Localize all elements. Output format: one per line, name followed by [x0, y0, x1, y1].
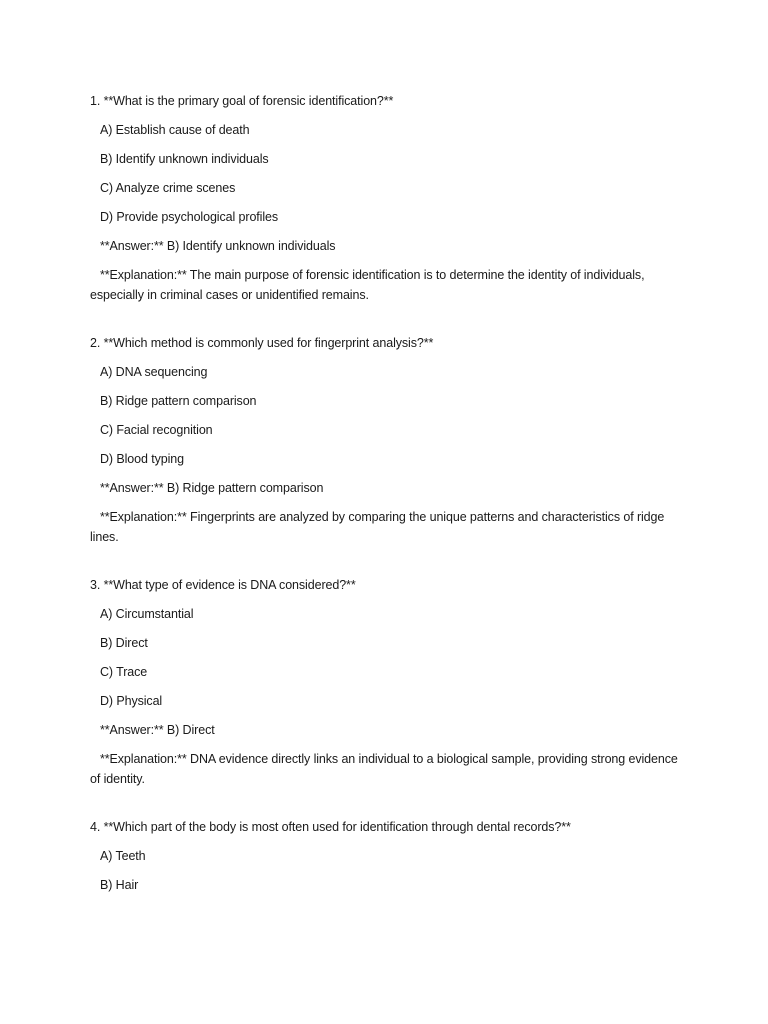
answer-text: **Answer:** B) Direct: [100, 723, 215, 737]
option-a: A) DNA sequencing: [100, 365, 208, 379]
answer-text: **Answer:** B) Identify unknown individuals: [100, 239, 336, 253]
option-b: B) Identify unknown individuals: [100, 152, 269, 166]
answer-text: **Answer:** B) Ridge pattern comparison: [100, 481, 324, 495]
option-c: C) Analyze crime scenes: [100, 181, 236, 195]
question-1: [90, 92, 680, 305]
option-a: A) Teeth: [100, 849, 146, 863]
option-b: B) Ridge pattern comparison: [100, 394, 257, 408]
option-b: B) Direct: [100, 636, 148, 650]
question-text: 4. **Which part of the body is most often used for identification through dental records?**: [90, 820, 571, 834]
question-text: 1. **What is the primary goal of forensic identification?**: [90, 94, 394, 108]
option-c: C) Facial recognition: [100, 423, 213, 437]
option-d: D) Physical: [100, 694, 163, 708]
explanation-text: **Explanation:** Fingerprints are analyzed by comparing the unique patterns and characteristics of ridge lines.: [90, 510, 668, 544]
explanation-text: **Explanation:** DNA evidence directly links an individual to a biological sample, providing strong evidence of identity.: [90, 752, 682, 786]
question-text: 3. **What type of evidence is DNA considered?**: [90, 578, 356, 592]
question-4: [90, 818, 680, 896]
explanation-text: **Explanation:** The main purpose of forensic identification is to determine the identity of individuals, especially in criminal cases or unidentified remains.: [90, 268, 648, 302]
option-d: D) Provide psychological profiles: [100, 210, 279, 224]
quiz-content: [90, 92, 680, 905]
option-a: A) Establish cause of death: [100, 123, 250, 137]
question-text: 2. **Which method is commonly used for fingerprint analysis?**: [90, 336, 434, 350]
question-3: [90, 576, 680, 789]
option-c: C) Trace: [100, 665, 148, 679]
option-b: B) Hair: [100, 878, 139, 892]
option-d: D) Blood typing: [100, 452, 184, 466]
question-2: [90, 334, 680, 547]
option-a: A) Circumstantial: [100, 607, 194, 621]
